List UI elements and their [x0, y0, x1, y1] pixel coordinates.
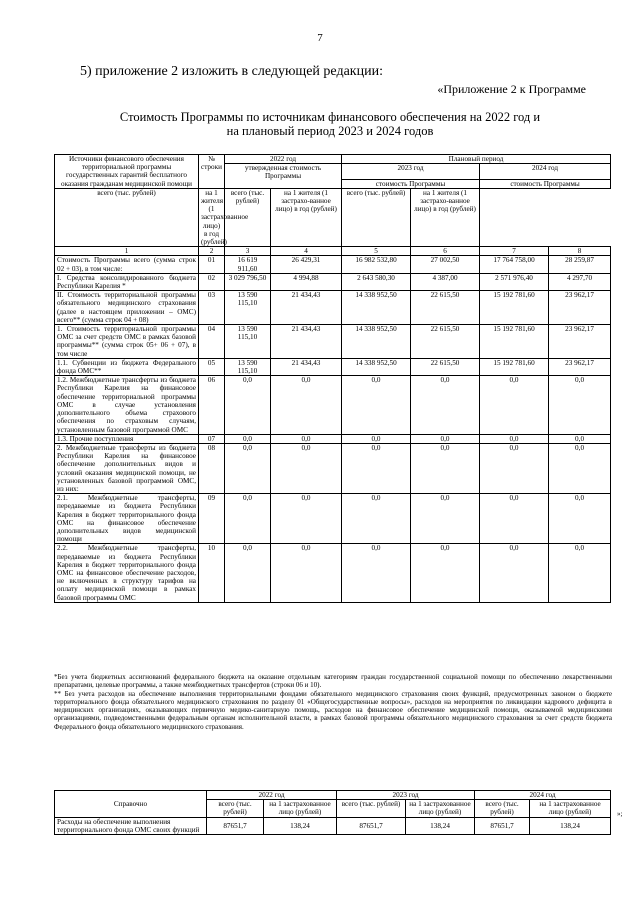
table-row — [55, 325, 611, 359]
header-year-2022: 2022 год — [225, 155, 342, 164]
row-value: 0,0 — [271, 494, 342, 544]
row-number: 10 — [199, 544, 225, 602]
header-year-2024: 2024 год — [480, 164, 611, 179]
row-value: 0,0 — [342, 376, 411, 434]
ref-header-label: Справочно — [55, 791, 207, 818]
row-value: 0,0 — [480, 434, 549, 443]
row-source-name: 1.2. Межбюджетные трансферты из бюджета Республики Карелия на финансовое обеспечение территориальной программы ОМС в случае установления дополнительного объема страхового обеспечения по страховым случаям, установленным базовой программой ОМС — [55, 376, 199, 434]
row-value: 21 434,43 — [271, 291, 342, 325]
row-value: 0,0 — [225, 544, 271, 602]
row-value: 0,0 — [411, 434, 480, 443]
row-source-name: 2.2. Межбюджетные трансферты, передаваемые из бюджета Республики Карелия в бюджет территориального фонда ОМС на финансовое обеспечение расходов, не включенных в структуру тарифов на оплату медицинской помощи в рамках базовой программы ОМС — [55, 544, 199, 602]
row-value: 23 962,17 — [549, 358, 611, 375]
row-value: 13 590 115,10 — [225, 358, 271, 375]
row-source-name: 2. Межбюджетные трансферты из бюджета Республики Карелия на финансовое обеспечение дополнительных видов и условий оказания медицинской помощи, не установленных базовой программой ОМС, из них: — [55, 443, 199, 493]
table-row — [55, 544, 611, 602]
row-number: 04 — [199, 325, 225, 359]
row-value: 0,0 — [342, 434, 411, 443]
row-value: 22 615,50 — [411, 358, 480, 375]
ref-value: 138,24 — [264, 817, 337, 834]
lead-text: 5) приложение 2 изложить в следующей редакции: — [80, 64, 383, 79]
row-value: 14 338 952,50 — [342, 358, 411, 375]
row-value: 0,0 — [480, 376, 549, 434]
column-number: 6 — [411, 247, 480, 256]
header-planned-period: Плановый период — [342, 155, 611, 164]
row-value: 4 387,00 — [411, 273, 480, 290]
footnote-2: ** Без учета расходов на обеспечение выполнения территориальными фондами обязательного медицинского страхования своих функций, предусмотренных законом о бюджете территориального фонда обязательного медицинского страхования по разделу 01 «Общегосударственные вопросы», расходов на мероприятия по ликвидации кадрового дефицита в медицинских организациях, оказывающих первичную медико-санитарную помощь, расходов на финансовое обеспечение медицинской помощи, оказываемой медицинскими организациями, подведомственными федеральным органам исполнительной власти, в рамках базовой программы обязательного медицинского страхования за счет средств бюджета Федерального фонда обязательного медицинского страхования. — [54, 689, 612, 731]
footnote-1: *Без учета бюджетных ассигнований федерального бюджета на оказание отдельным категориям граждан государственной социальной помощи по обеспечению лекарственными препаратами, целевые программы, а также межбюджетных трансфертов (строки 06 и 10). — [54, 673, 612, 690]
row-value: 15 192 781,60 — [480, 358, 549, 375]
row-value: 0,0 — [225, 376, 271, 434]
row-number: 07 — [199, 434, 225, 443]
document-title — [60, 110, 600, 138]
row-value: 2 571 976,40 — [480, 273, 549, 290]
row-value: 0,0 — [549, 544, 611, 602]
header-row-4 — [55, 188, 611, 246]
row-value: 0,0 — [411, 376, 480, 434]
appendix-reference: «Приложение 2 к Программе — [437, 82, 586, 96]
row-number: 03 — [199, 291, 225, 325]
row-value: 13 590 115,10 — [225, 291, 271, 325]
row-value: 0,0 — [342, 544, 411, 602]
header-total-2022: всего (тыс. рублей) — [55, 188, 199, 246]
row-value: 4 994,88 — [271, 273, 342, 290]
row-value: 0,0 — [480, 443, 549, 493]
ref-header-total-2023: всего (тыс. рублей) — [337, 800, 406, 817]
column-number: 2 — [199, 247, 225, 256]
row-value: 28 259,87 — [549, 256, 611, 273]
page-number: 7 — [317, 32, 323, 44]
ref-header-per-2023: на 1 застрахованное лицо (рублей) — [406, 800, 475, 817]
row-value: 0,0 — [271, 544, 342, 602]
header-cost-2024: стоимость Программы — [480, 179, 611, 188]
row-number: 09 — [199, 494, 225, 544]
row-value: 0,0 — [342, 494, 411, 544]
closing-quote: »; — [617, 810, 623, 818]
title-line-1: Стоимость Программы по источникам финансового обеспечения на 2022 год и — [119, 110, 541, 124]
row-value: 0,0 — [411, 443, 480, 493]
row-value: 21 434,43 — [271, 325, 342, 359]
row-value: 13 590 115,10 — [225, 325, 271, 359]
row-value: 0,0 — [271, 376, 342, 434]
row-value: 0,0 — [480, 494, 549, 544]
row-value: 0,0 — [480, 544, 549, 602]
row-number: 05 — [199, 358, 225, 375]
program-cost-table — [54, 154, 611, 603]
row-value: 22 615,50 — [411, 325, 480, 359]
column-number: 4 — [271, 247, 342, 256]
row-number: 06 — [199, 376, 225, 434]
ref-value: 138,24 — [530, 817, 611, 834]
header-total-2023: всего (тыс. рублей) — [225, 188, 271, 246]
row-value: 15 192 781,60 — [480, 291, 549, 325]
header-year-2023: 2023 год — [342, 164, 480, 179]
row-value: 15 192 781,60 — [480, 325, 549, 359]
row-source-name: Стоимость Программы всего (сумма строк 02 + 03), в том числе: — [55, 256, 199, 273]
row-value: 23 962,17 — [549, 325, 611, 359]
row-value: 17 764 758,00 — [480, 256, 549, 273]
row-value: 0,0 — [271, 434, 342, 443]
row-value: 0,0 — [549, 443, 611, 493]
row-value: 14 338 952,50 — [342, 291, 411, 325]
ref-data-row — [55, 817, 611, 834]
ref-header-2023: 2023 год — [337, 791, 475, 800]
row-source-name: 2.1. Межбюджетные трансферты, передаваемые из бюджета Республики Карелия в бюджет территориального фонда ОМС на финансовое обеспечение дополнительных видов медицинской помощи — [55, 494, 199, 544]
column-number: 7 — [480, 247, 549, 256]
reference-table — [54, 790, 611, 835]
row-value: 16 619 911,60 — [225, 256, 271, 273]
row-value: 0,0 — [411, 494, 480, 544]
footnotes — [54, 673, 612, 731]
table-row — [55, 494, 611, 544]
column-number: 1 — [55, 247, 199, 256]
row-value: 0,0 — [549, 434, 611, 443]
row-value: 27 002,50 — [411, 256, 480, 273]
row-value: 0,0 — [549, 494, 611, 544]
table-row — [55, 358, 611, 375]
ref-header-total-2022: всего (тыс. рублей) — [207, 800, 264, 817]
ref-value: 87651,7 — [207, 817, 264, 834]
header-cost-2023: стоимость Программы — [342, 179, 480, 188]
table-body — [55, 256, 611, 602]
ref-value: 138,24 — [406, 817, 475, 834]
header-per-capita-2022: на 1 жителя (1 застрахованное лицо) в год (рублей) — [199, 188, 225, 246]
row-value: 0,0 — [342, 443, 411, 493]
row-value: 0,0 — [225, 434, 271, 443]
ref-header-2022: 2022 год — [207, 791, 337, 800]
row-value: 23 962,17 — [549, 291, 611, 325]
row-value: 21 434,43 — [271, 358, 342, 375]
ref-value: 87651,7 — [337, 817, 406, 834]
column-number: 8 — [549, 247, 611, 256]
table-row — [55, 376, 611, 434]
column-number: 3 — [225, 247, 271, 256]
row-value: 3 029 796,50 — [225, 273, 271, 290]
row-source-name: 1.1. Субвенции из бюджета Федерального фонда ОМС** — [55, 358, 199, 375]
row-source-name: II. Стоимость территориальной программы обязательного медицинского страхования (далее в настоящем приложении – ОМС) всего** (сумма строк 04 + 08) — [55, 291, 199, 325]
row-number: 02 — [199, 273, 225, 290]
table-row — [55, 273, 611, 290]
row-value: 0,0 — [411, 544, 480, 602]
row-value: 0,0 — [225, 494, 271, 544]
row-value: 26 429,31 — [271, 256, 342, 273]
row-value: 0,0 — [271, 443, 342, 493]
row-value: 0,0 — [549, 376, 611, 434]
row-value: 16 982 532,80 — [342, 256, 411, 273]
header-row-1 — [55, 155, 611, 164]
row-value: 4 297,70 — [549, 273, 611, 290]
header-total-2024: всего (тыс. рублей) — [342, 188, 411, 246]
header-row-number: № строки — [199, 155, 225, 189]
row-number: 01 — [199, 256, 225, 273]
ref-value: 87651,7 — [475, 817, 530, 834]
table-row — [55, 256, 611, 273]
header-sources: Источники финансового обеспечения территориальной программы государственных гарантий бесплатного оказания гражданам медицинской помощи — [55, 155, 199, 189]
row-value: 22 615,50 — [411, 291, 480, 325]
row-value: 0,0 — [225, 443, 271, 493]
row-source-name: 1.3. Прочие поступления — [55, 434, 199, 443]
ref-header-row-1 — [55, 791, 611, 800]
row-value: 2 643 580,30 — [342, 273, 411, 290]
header-per-capita-2024: на 1 жителя (1 застрахо-ванное лицо) в год (рублей) — [411, 188, 480, 246]
column-number: 5 — [342, 247, 411, 256]
header-per-capita-2023: на 1 жителя (1 застрахо-ванное лицо) в год (рублей) — [271, 188, 342, 246]
row-source-name: 1. Стоимость территориальной программы ОМС за счет средств ОМС в рамках базовой программы** (сумма строк 05+ 06 + 07), в том числе — [55, 325, 199, 359]
ref-row-label: Расходы на обеспечение выполнения территориального фонда ОМС своих функций — [55, 817, 207, 834]
ref-header-total-2024: всего (тыс. рублей) — [475, 800, 530, 817]
table-row — [55, 291, 611, 325]
title-line-2: на плановый период 2023 и 2024 годов — [226, 124, 434, 138]
header-approved-cost: утвержденная стоимость Программы — [225, 164, 342, 189]
ref-header-per-2022: на 1 застрахованное лицо (рублей) — [264, 800, 337, 817]
row-number: 08 — [199, 443, 225, 493]
table-row — [55, 434, 611, 443]
table-row — [55, 443, 611, 493]
ref-header-per-2024: на 1 застрахованное лицо (рублей) — [530, 800, 611, 817]
row-value: 14 338 952,50 — [342, 325, 411, 359]
ref-header-2024: 2024 год — [475, 791, 611, 800]
row-source-name: I. Средства консолидированного бюджета Республики Карелия * — [55, 273, 199, 290]
column-numbers-row — [55, 247, 611, 256]
